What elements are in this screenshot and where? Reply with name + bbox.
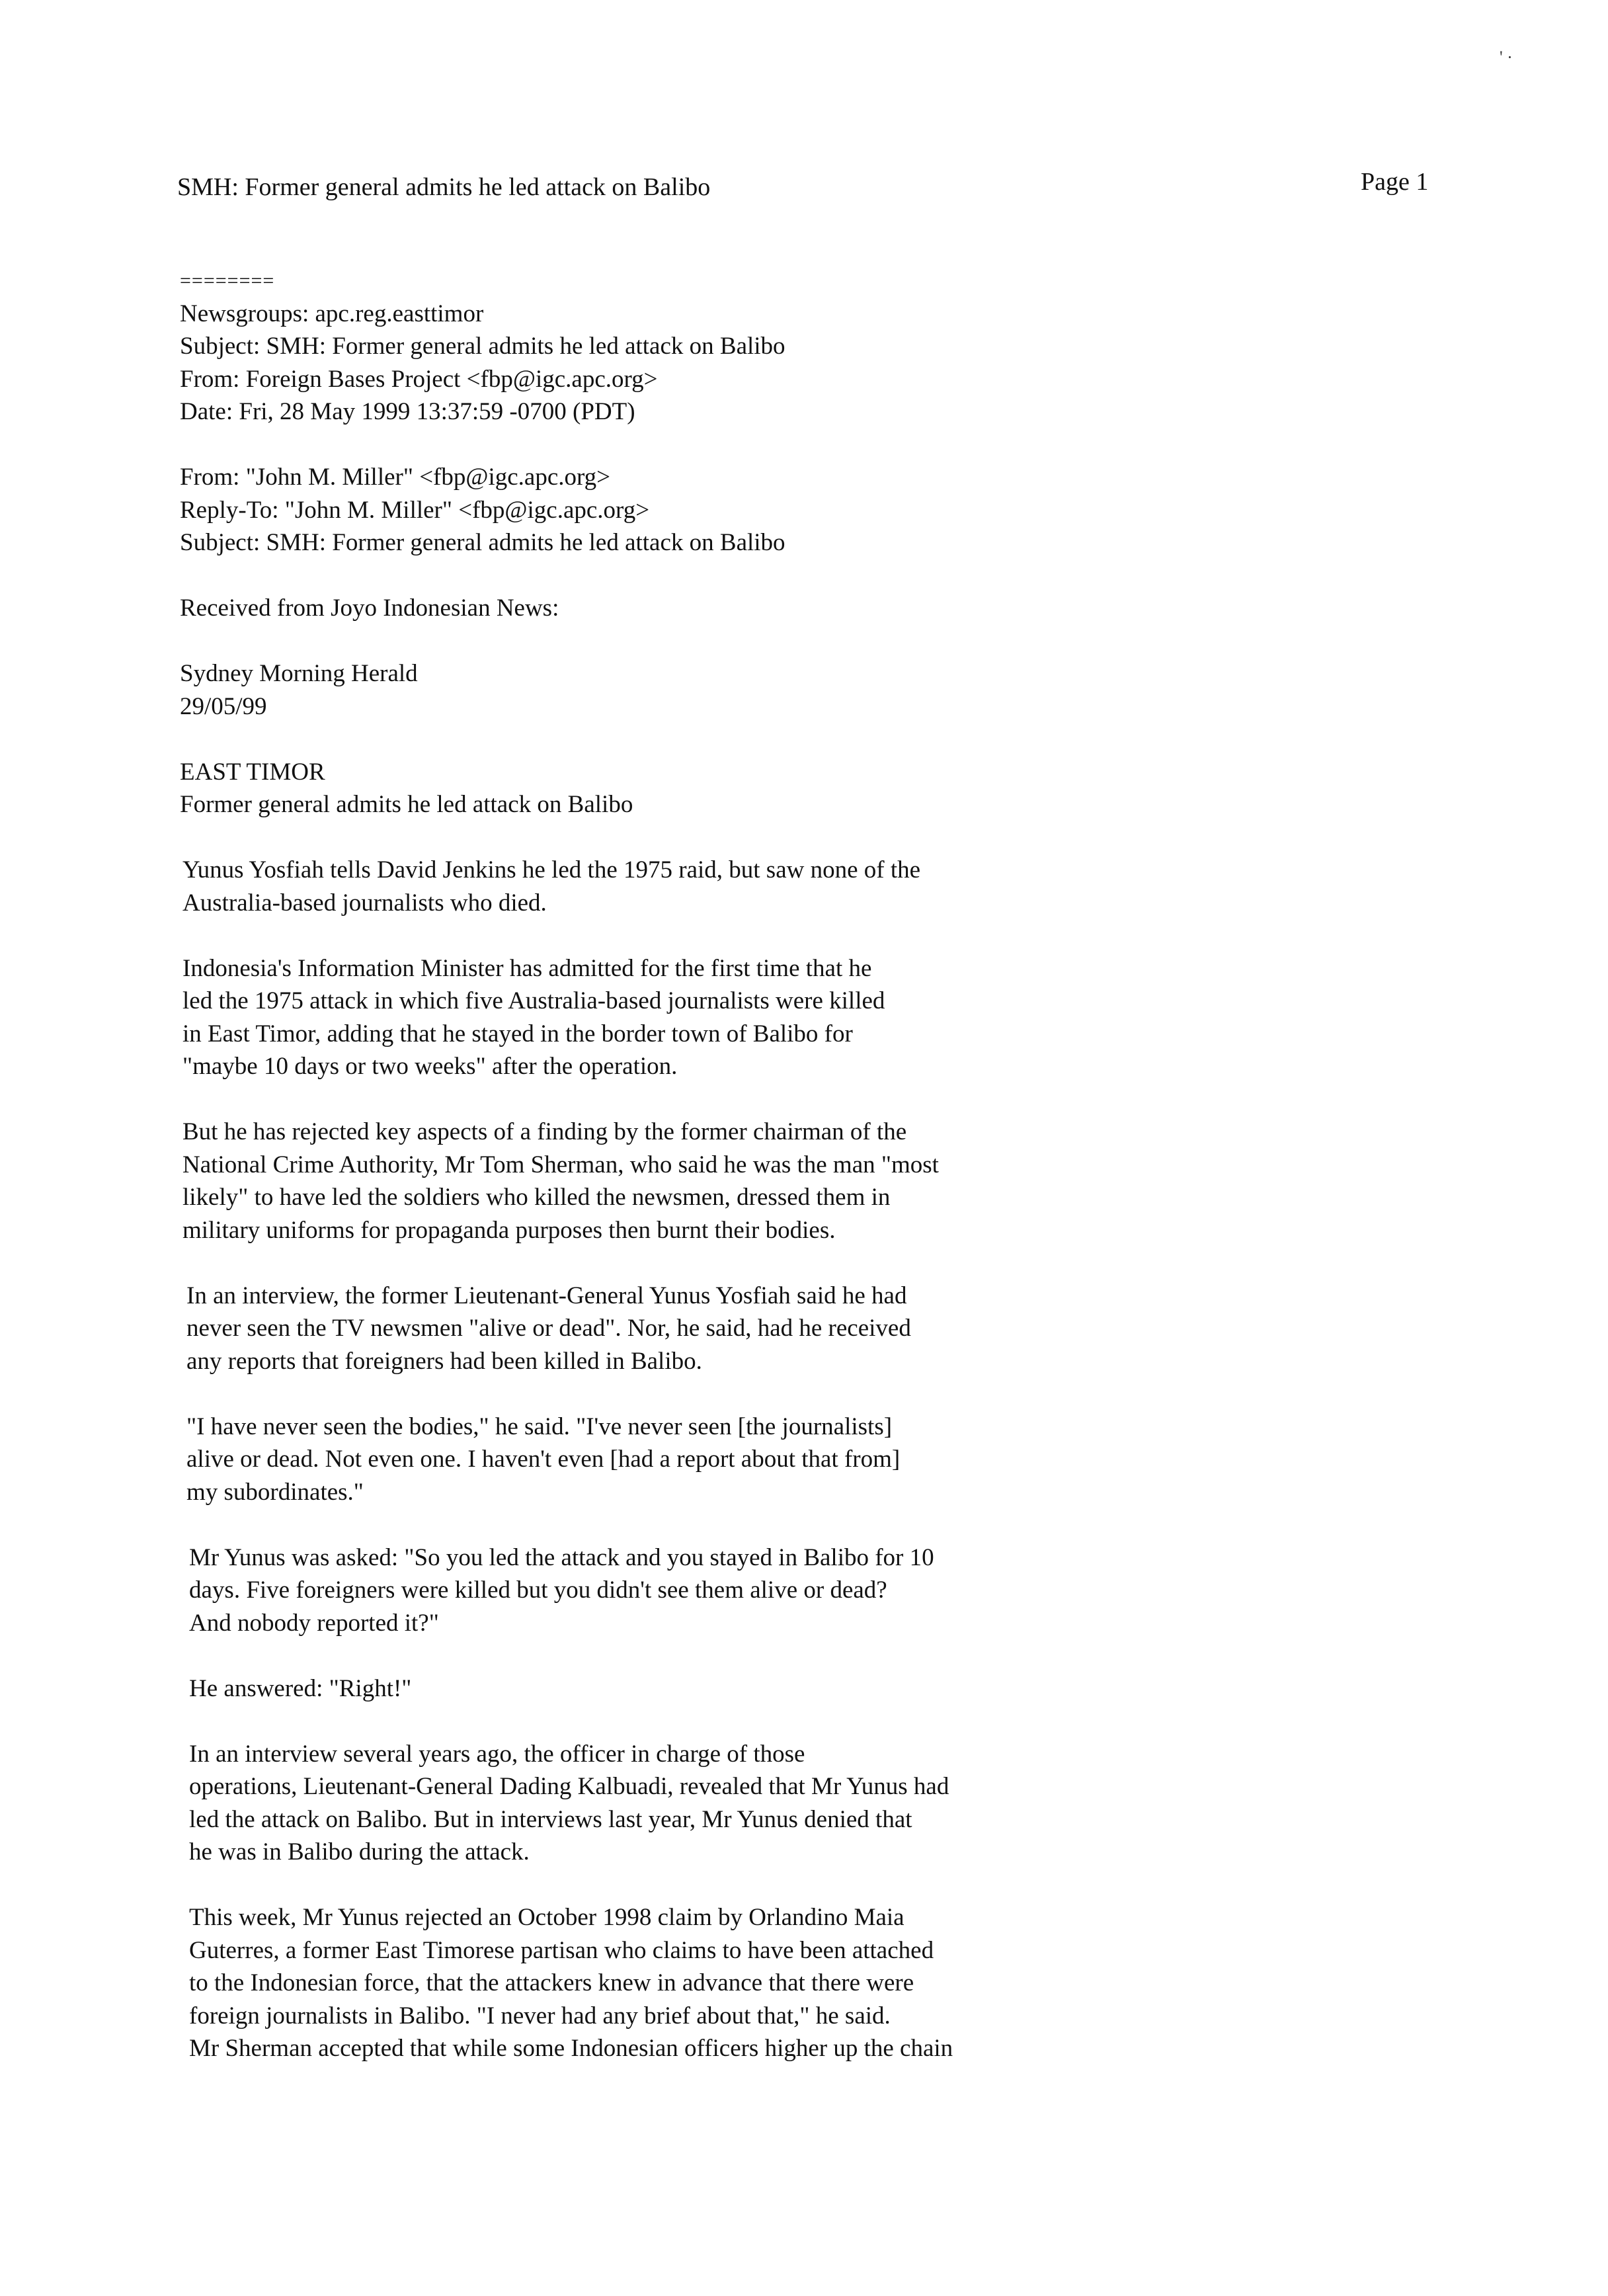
paragraph-line: operations, Lieutenant-General Dading Kalbuadi, revealed that Mr Yunus had [189,1773,949,1800]
paragraph-line: But he has rejected key aspects of a finding by the former chairman of the [182,1118,907,1145]
paragraph-line: Indonesia's Information Minister has admitted for the first time that he [182,954,872,982]
header-line: From: Foreign Bases Project <fbp@igc.apc.org> [180,365,658,393]
reply-line: Subject: SMH: Former general admits he led attack on Balibo [180,529,785,556]
headline-title: Former general admits he led attack on Balibo [180,791,633,818]
paragraph-line: days. Five foreigners were killed but you didn't see them alive or dead? [189,1577,887,1604]
paragraph [180,1901,1304,2065]
source-block [180,657,1304,723]
reply-line: Reply-To: "John M. Miller" <fbp@igc.apc.org> [180,496,650,524]
paragraph-line: In an interview, the former Lieutenant-General Yunus Yosfiah said he had [186,1282,907,1309]
paragraph [180,1738,1304,1869]
received-line-block [180,592,1304,625]
paragraph [180,952,1304,1083]
paragraph [180,1411,1304,1509]
header-line: Newsgroups: apc.reg.easttimor [180,300,484,327]
paragraph-line: In an interview several years ago, the officer in charge of those [189,1740,805,1768]
paragraph-line: led the 1975 attack in which five Australia-based journalists were killed [182,987,885,1014]
paragraph-line: This week, Mr Yunus rejected an October 1998 claim by Orlandino Maia [189,1904,904,1931]
paragraph [180,854,1304,919]
document-body [180,265,1304,2098]
paragraph-line: Mr Sherman accepted that while some Indonesian officers higher up the chain [189,2035,953,2062]
paragraph [180,1116,1304,1247]
paragraph-line: led the attack on Balibo. But in interviews last year, Mr Yunus denied that [189,1805,912,1833]
paragraph [180,1541,1304,1640]
page-header-title: SMH: Former general admits he led attack on Balibo [177,173,711,201]
paragraph-line: Mr Yunus was asked: "So you led the attack and you stayed in Balibo for 10 [189,1543,934,1571]
newsgroup-header-block [180,265,1304,429]
headline-block [180,756,1304,821]
paragraph-line: he was in Balibo during the attack. [189,1838,530,1866]
separator-line: ======== [180,270,275,292]
paragraph-line: my subordinates." [186,1478,364,1506]
paragraph-line: Australia-based journalists who died. [182,889,547,917]
paragraph-line: National Crime Authority, Mr Tom Sherman, who said he was the man "most [182,1151,939,1178]
paragraph-line: Guterres, a former East Timorese partisan who claims to have been attached [189,1936,934,1964]
paragraph-line: likely" to have led the soldiers who killed the newsmen, dressed them in [182,1184,891,1211]
paragraph-line: "I have never seen the bodies," he said. "I've never seen [the journalists] [186,1413,893,1440]
header-line: Date: Fri, 28 May 1999 13:37:59 -0700 (PDT) [180,398,635,425]
source-date: 29/05/99 [180,692,267,720]
paragraph-line: foreign journalists in Balibo. "I never had any brief about that," he said. [189,2002,891,2030]
paragraph-line: in East Timor, adding that he stayed in the border town of Balibo for [182,1020,853,1047]
received-line: Received from Joyo Indonesian News: [180,594,559,622]
headline-section: EAST TIMOR [180,758,325,786]
paragraph-line: And nobody reported it?" [189,1609,439,1637]
paragraph-line: to the Indonesian force, that the attackers knew in advance that there were [189,1969,914,1996]
reply-header-block [180,461,1304,559]
paragraph-line: never seen the TV newsmen "alive or dead". Nor, he said, had he received [186,1315,911,1342]
corner-mark: ' · [1500,48,1513,67]
header-line: Subject: SMH: Former general admits he led attack on Balibo [180,333,785,360]
source-name: Sydney Morning Herald [180,660,418,687]
paragraph-line: military uniforms for propaganda purposes then burnt their bodies. [182,1216,836,1244]
paragraph-line: "maybe 10 days or two weeks" after the operation. [182,1053,678,1080]
paragraph-line: any reports that foreigners had been killed in Balibo. [186,1347,702,1375]
page-number: Page 1 [1361,168,1429,196]
paragraph-line: alive or dead. Not even one. I haven't even [had a report about that from] [186,1446,901,1473]
reply-line: From: "John M. Miller" <fbp@igc.apc.org> [180,464,611,491]
paragraph [180,1672,1304,1705]
paragraph [180,1280,1304,1378]
paragraph-line: Yunus Yosfiah tells David Jenkins he led the 1975 raid, but saw none of the [182,856,921,883]
paragraph-line: He answered: "Right!" [189,1674,412,1702]
